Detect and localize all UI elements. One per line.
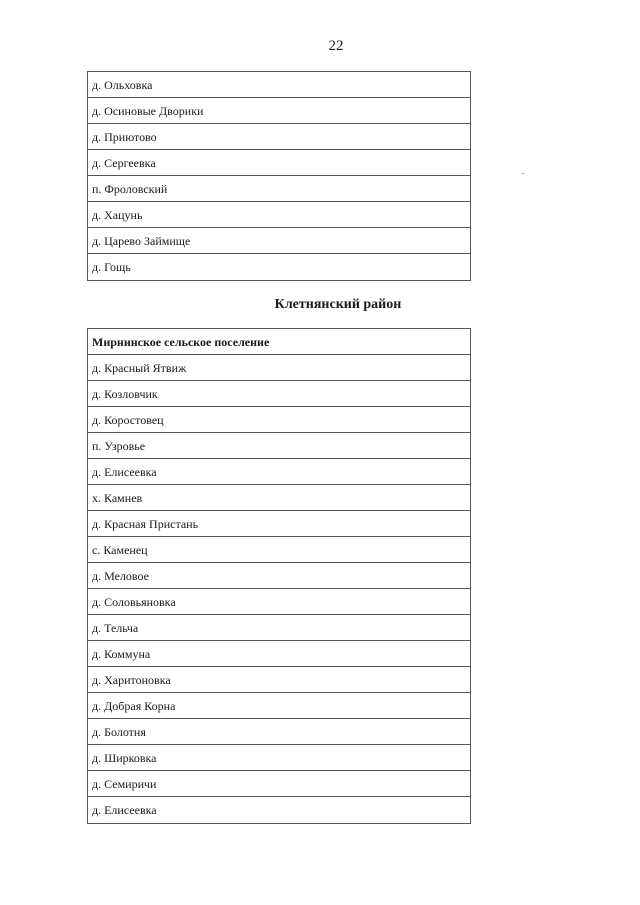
district-heading: Клетнянский район <box>274 297 402 312</box>
table-row: д. Меловое <box>88 563 470 589</box>
table-row: д. Ширковка <box>88 745 470 771</box>
page-number: 22 <box>328 38 344 54</box>
table-row: д. Коммуна <box>88 641 470 667</box>
settlements-table-top <box>87 71 471 281</box>
table-row: д. Сергеевка <box>88 150 470 176</box>
table-row: д. Царево Займище <box>88 228 470 254</box>
table-row: с. Каменец <box>88 537 470 563</box>
scan-speck <box>522 173 524 174</box>
table-row: д. Приютово <box>88 124 470 150</box>
table-row: д. Козловчик <box>88 381 470 407</box>
table-row: д. Осиновые Дворики <box>88 98 470 124</box>
table-row: д. Тельча <box>88 615 470 641</box>
table-row: х. Камнев <box>88 485 470 511</box>
table-row: д. Харитоновка <box>88 667 470 693</box>
table-row: д. Болотня <box>88 719 470 745</box>
table-row: п. Узровье <box>88 433 470 459</box>
table-row: д. Семиричи <box>88 771 470 797</box>
table-header-row: Мирнинское сельское поселение <box>88 329 470 355</box>
table-row: д. Добрая Корна <box>88 693 470 719</box>
table-row: п. Фроловский <box>88 176 470 202</box>
table-row: д. Красная Пристань <box>88 511 470 537</box>
table-row: д. Гощь <box>92 260 131 274</box>
table-row: д. Красный Ятвиж <box>88 355 470 381</box>
table-row: д. Елисеевка <box>88 459 470 485</box>
settlements-table-district <box>87 328 471 824</box>
table-row: д. Хацунь <box>88 202 470 228</box>
table-row: д. Елисеевка <box>92 803 157 817</box>
table-row: д. Соловьяновка <box>88 589 470 615</box>
table-row: д. Коростовец <box>88 407 470 433</box>
table-row: д. Ольховка <box>88 72 470 98</box>
